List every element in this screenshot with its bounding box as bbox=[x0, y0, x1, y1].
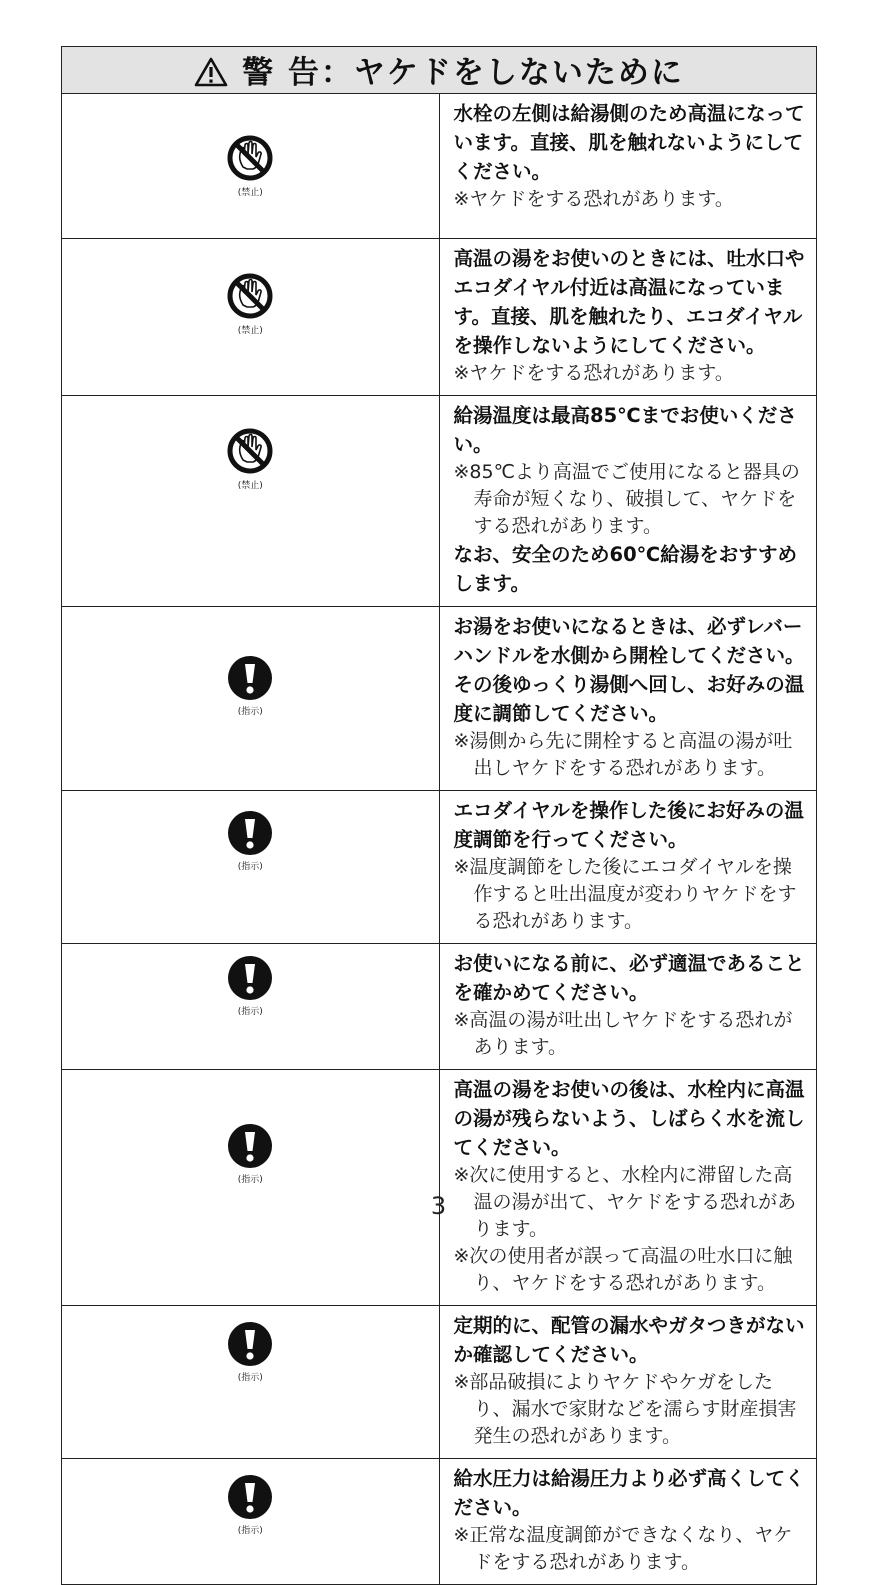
warning-note: ※次に使用すると、水栓内に滞留した高温の湯が出て、ヤケドをする恐れがあります。 bbox=[453, 1164, 797, 1240]
warning-note: ※温度調節をした後にエコダイヤルを操作すると吐出温度が変わりヤケドをする恐れがあります。 bbox=[453, 856, 797, 932]
warning-instruction: 水栓の左側は給湯側のため高温になっています。直接、肌を触れないようにしてください。 bbox=[453, 102, 805, 183]
instruction-exclamation-icon bbox=[227, 1474, 273, 1520]
warning-note: ※ヤケドをする恐れがあります。 bbox=[453, 188, 734, 210]
prohibit-hand-icon bbox=[226, 134, 274, 182]
symbol-cell bbox=[62, 1070, 440, 1306]
symbol-label: (禁止) bbox=[237, 481, 263, 491]
symbol-cell bbox=[62, 944, 440, 1070]
symbol-cell bbox=[62, 396, 440, 607]
prohibit-hand-icon bbox=[226, 427, 274, 475]
warning-instruction: お湯をお使いになるときは、必ずレバーハンドルを水側から開栓してください。その後ゆっくり湯側へ回し、お好みの温度に調節してください。 bbox=[453, 615, 805, 725]
warning-row bbox=[62, 396, 817, 607]
instruction-exclamation-icon bbox=[227, 1321, 273, 1367]
warning-header-row bbox=[62, 47, 817, 94]
warning-row bbox=[62, 1459, 817, 1585]
warning-text-cell bbox=[439, 607, 817, 791]
warning-note: ※高温の湯が吐出しヤケドをする恐れがあります。 bbox=[453, 1009, 793, 1058]
symbol-cell bbox=[62, 607, 440, 791]
instruction-exclamation-icon bbox=[227, 955, 273, 1001]
warning-note: ※部品破損によりヤケドやケガをしたり、漏水で家財などを濡らす財産損害発生の恐れがあります。 bbox=[453, 1371, 797, 1447]
warning-note: ※ヤケドをする恐れがあります。 bbox=[453, 362, 734, 384]
symbol-label: (指示) bbox=[237, 707, 263, 717]
warning-row bbox=[62, 239, 817, 396]
symbol-cell bbox=[62, 791, 440, 944]
warning-instruction: エコダイヤルを操作した後にお好みの温度調節を行ってください。 bbox=[453, 799, 804, 851]
symbol-cell bbox=[62, 1459, 440, 1585]
instruction-exclamation-icon bbox=[227, 1123, 273, 1169]
warning-text-cell bbox=[439, 1459, 817, 1585]
warning-row bbox=[62, 607, 817, 791]
symbol-label: (指示) bbox=[237, 862, 263, 872]
warning-text-cell bbox=[439, 1070, 817, 1306]
warning-recommendation: なお、安全のため60℃給湯をおすすめします。 bbox=[453, 543, 797, 595]
warning-header bbox=[62, 47, 817, 94]
symbol-label: (禁止) bbox=[237, 188, 263, 198]
warning-instruction: 高温の湯をお使いの後は、水栓内に高温の湯が残らないよう、しばらく水を流してください。 bbox=[453, 1078, 805, 1159]
warning-text-cell bbox=[439, 239, 817, 396]
instruction-exclamation-icon bbox=[227, 655, 273, 701]
warning-note: ※湯側から先に開栓すると高温の湯が吐出しヤケドをする恐れがあります。 bbox=[453, 730, 793, 779]
symbol-label: (指示) bbox=[237, 1007, 263, 1017]
warning-row bbox=[62, 94, 817, 239]
warning-instruction: 定期的に、配管の漏水やガタつきがないか確認してください。 bbox=[453, 1314, 805, 1366]
symbol-label: (指示) bbox=[237, 1175, 263, 1185]
warning-instruction: お使いになる前に、必ず適温であることを確かめてください。 bbox=[453, 952, 805, 1004]
prohibit-hand-icon bbox=[226, 272, 274, 320]
page-number: 3 bbox=[430, 1192, 447, 1220]
warning-instruction: 高温の湯をお使いのときには、吐水口やエコダイヤル付近は高温になっています。直接、肌を触れたり、エコダイヤルを操作しないようにしてください。 bbox=[453, 247, 805, 357]
warning-text-cell bbox=[439, 944, 817, 1070]
warning-text-cell bbox=[439, 791, 817, 944]
warning-note: ※85℃より高温でご使用になると器具の寿命が短くなり、破損して、ヤケドをする恐れがあります。 bbox=[453, 461, 800, 537]
warning-row bbox=[62, 944, 817, 1070]
warning-row bbox=[62, 1070, 817, 1306]
warning-text-cell bbox=[439, 396, 817, 607]
symbol-label: (禁止) bbox=[237, 326, 263, 336]
symbol-cell bbox=[62, 94, 440, 239]
warning-instruction: 給湯温度は最高85℃までお使いください。 bbox=[453, 404, 797, 456]
warning-text-cell bbox=[439, 1306, 817, 1459]
warning-triangle-icon bbox=[194, 57, 228, 87]
symbol-cell bbox=[62, 1306, 440, 1459]
warning-title: 警 告：ヤケドをしないために bbox=[242, 55, 684, 91]
symbol-label: (指示) bbox=[237, 1526, 263, 1536]
warning-note: ※次の使用者が誤って高温の吐水口に触り、ヤケドをする恐れがあります。 bbox=[453, 1245, 793, 1294]
symbol-label: (指示) bbox=[237, 1373, 263, 1383]
warning-text-cell bbox=[439, 94, 817, 239]
warning-table bbox=[61, 46, 817, 1585]
warning-row bbox=[62, 791, 817, 944]
warning-row bbox=[62, 1306, 817, 1459]
instruction-exclamation-icon bbox=[227, 810, 273, 856]
symbol-cell bbox=[62, 239, 440, 396]
warning-instruction: 給水圧力は給湯圧力より必ず高くしてください。 bbox=[453, 1467, 805, 1519]
warning-note: ※正常な温度調節ができなくなり、ヤケドをする恐れがあります。 bbox=[453, 1524, 793, 1573]
